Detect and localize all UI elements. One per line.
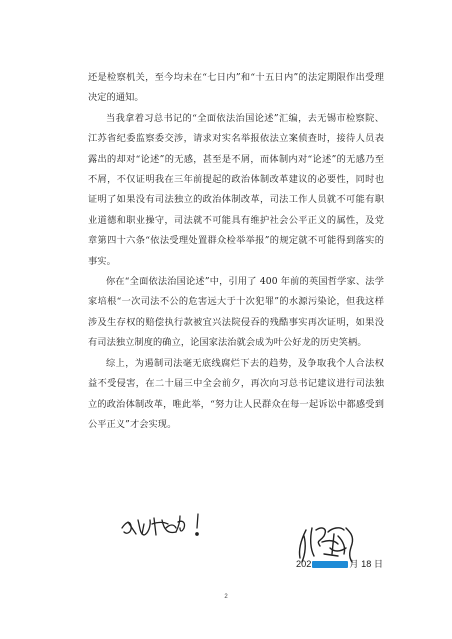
letter-date: [296, 556, 383, 570]
paragraph-4: 综上，为遏制司法毫无底线腐烂下去的趋势，及争取我个人合法权益不受侵害，在二十届三中全会前夕，再次向习总书记建议进行司法独立的政治体制改革，唯此举，“努力让人民群众在每一起诉讼中都感受到公平正义”才会实现。: [88, 357, 384, 430]
closing-handwriting: [118, 508, 208, 542]
page-number: 2: [224, 594, 228, 600]
paragraph-1: 还是检察机关，至今均未在“七日内”和“十五日内”的法定期限作出受理决定的通知。: [88, 72, 384, 104]
letter-body: [88, 68, 384, 435]
date-year-prefix: 202: [296, 559, 312, 569]
date-redaction: [312, 561, 348, 568]
paragraph-2: 当我拿着习总书记的“全面依法治国论述”汇编，去无锡市检察院、江苏省纪委监察委交涉，请求对实名举报依法立案侦查时，接待人员表露出的却对“论述”的无感，甚至是不屑，而体制内对“论述”的无感乃至不屑，不仅证明我在三年前提起的政治体制改革建议的必要性，同时也证明了如果没有司法独立的政治体制改革，司法工作人员就不可能有职业道德和职业操守，司法就不可能具有维护社会公平正义的属性，及党章第四十六条“依法受理处置群众检举举报”的规定就不可能得到落实的事实。: [88, 112, 384, 267]
date-suffix: 月 18 日: [349, 559, 384, 569]
paragraph-3: 你在“全面依法治国论述”中，引用了 400 年前的英国哲学家、法学家培根“一次司法不公的危害远大于十次犯罪”的水源污染论，但我这样涉及生存权的赔偿执行款被宜兴法院侵吞的残酷事实再次证明，如果没有司法独立制度的确立，论国家法治就会成为叶公好龙的历史笑柄。: [88, 276, 384, 349]
